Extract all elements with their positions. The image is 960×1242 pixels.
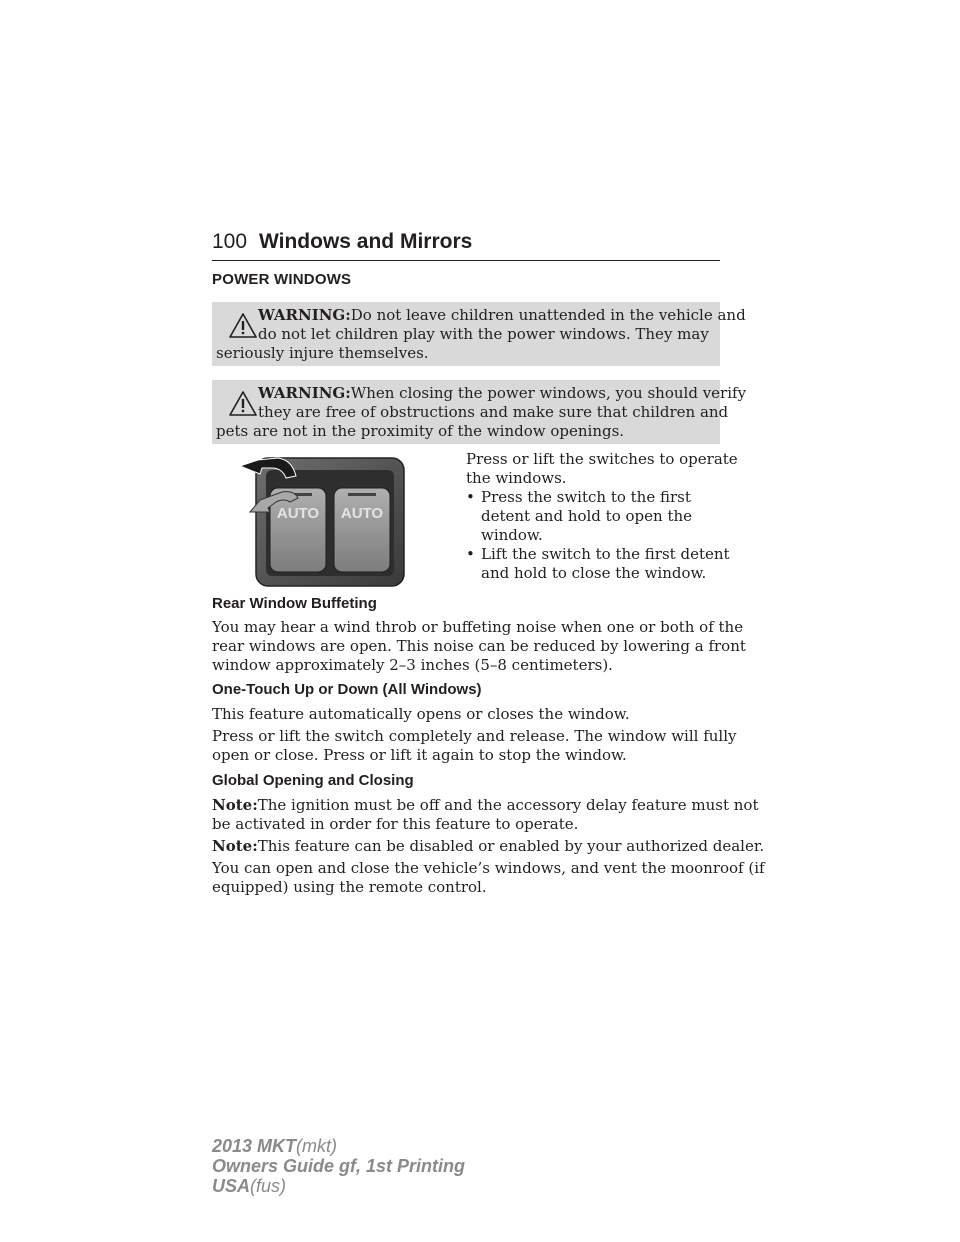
auto-label-right: AUTO	[340, 505, 384, 522]
page-header	[212, 230, 720, 262]
warning-triangle-icon	[228, 390, 258, 417]
subhead-rear-buffeting: Rear Window Buffeting	[212, 595, 377, 612]
chapter-title: Windows and Mirrors	[259, 230, 473, 253]
note-label: Note:	[212, 837, 258, 855]
footer-line-1: 2013 MKT(mkt)	[212, 1136, 338, 1156]
warning-1-line-1: WARNING:Do not leave children unattended in the vehicle and	[258, 306, 746, 324]
bullet-1-line-1: Press the switch to the first	[481, 488, 691, 506]
page-number: 100	[212, 230, 248, 253]
warning-2-line-2: they are free of obstructions and make sure that children and	[258, 403, 729, 421]
bullet-1-line-2: detent and hold to open the	[481, 507, 693, 525]
warning-1-line-2: do not let children play with the power windows. They may	[258, 325, 709, 343]
global-para-line-1: You can open and close the vehicle’s windows, and vent the moonroof (if	[212, 859, 765, 877]
warning-2-line-1: WARNING:When closing the power windows, you should verify	[258, 384, 747, 402]
intro-line-1: Press or lift the switches to operate	[466, 450, 738, 468]
warning-label: WARNING:	[258, 384, 351, 402]
bullet-dot: •	[466, 488, 475, 506]
global-para-line-2: equipped) using the remote control.	[212, 878, 487, 896]
rear-buffeting-line-1: You may hear a wind throb or buffeting noise when one or both of the	[212, 618, 744, 636]
warning-box-1	[212, 302, 746, 366]
bullet-dot: •	[466, 545, 475, 563]
note-1-line-2: be activated in order for this feature to operate.	[212, 815, 579, 833]
bullet-1-line-3: window.	[481, 526, 543, 544]
warning-1-line-3: seriously injure themselves.	[216, 344, 429, 362]
bullet-2-line-2: and hold to close the window.	[481, 564, 707, 582]
subhead-one-touch: One-Touch Up or Down (All Windows)	[212, 681, 482, 698]
rear-buffeting-line-3: window approximately 2–3 inches (5–8 centimeters).	[212, 656, 613, 674]
warning-label: WARNING:	[258, 306, 351, 324]
note-label: Note:	[212, 796, 258, 814]
warning-box-2	[212, 380, 747, 444]
intro-line-2: the windows.	[466, 469, 567, 487]
warning-triangle-icon	[228, 312, 258, 339]
auto-label-left: AUTO	[276, 505, 320, 522]
window-switch-figure	[236, 452, 408, 588]
warning-2-line-3: pets are not in the proximity of the window openings.	[216, 422, 625, 440]
one-touch-para-2-line-1: Press or lift the switch completely and release. The window will fully	[212, 727, 737, 745]
note-1-line-1: Note:The ignition must be off and the accessory delay feature must not	[212, 796, 759, 814]
one-touch-para-2-line-2: open or close. Press or lift it again to stop the window.	[212, 746, 627, 764]
bullet-2-line-1: Lift the switch to the first detent	[481, 545, 730, 563]
one-touch-para-1: This feature automatically opens or closes the window.	[212, 705, 630, 723]
rear-buffeting-line-2: rear windows are open. This noise can be reduced by lowering a front	[212, 637, 746, 655]
page-footer	[212, 1136, 465, 1196]
footer-line-3: USA(fus)	[212, 1176, 287, 1196]
footer-line-2: Owners Guide gf, 1st Printing	[212, 1156, 466, 1176]
header-rule	[212, 260, 720, 261]
subhead-global-opening: Global Opening and Closing	[212, 772, 414, 789]
section-title: POWER WINDOWS	[212, 271, 352, 288]
note-2: Note:This feature can be disabled or enabled by your authorized dealer.	[212, 837, 765, 855]
